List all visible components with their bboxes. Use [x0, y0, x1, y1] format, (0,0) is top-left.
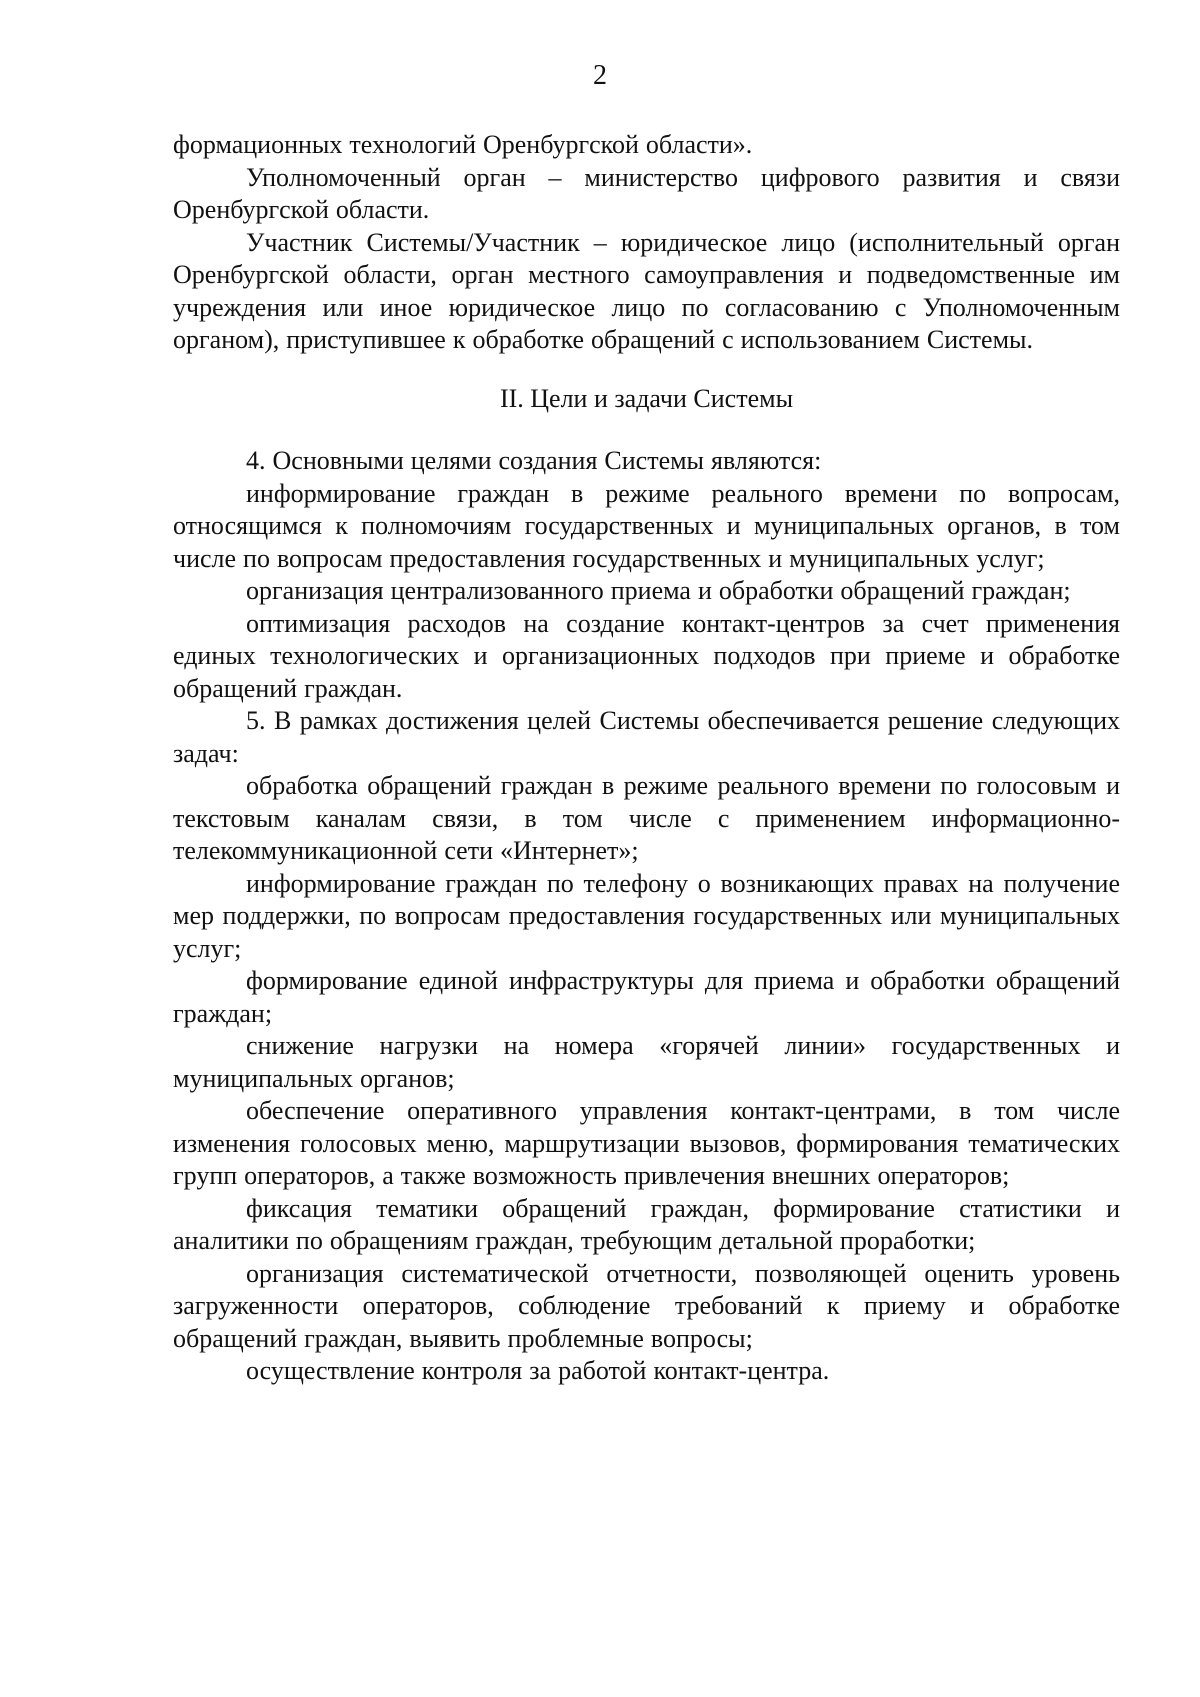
- section-heading: II. Цели и задачи Системы: [499, 383, 794, 413]
- paragraph-goal-centralized-intake: организация централизованного приема и обработки обращений граждан;: [246, 576, 1071, 605]
- paragraph-authorized-body: Уполномоченный орган – министерство цифрового развития и связи Оренбургской области.: [173, 162, 1120, 224]
- paragraph-task-hotline-load: снижение нагрузки на номера «горячей линии» государственных и муниципальных органов;: [173, 1031, 1120, 1093]
- paragraph-tasks-intro: 5. В рамках достижения целей Системы обеспечивается решение следующих задач:: [173, 706, 1120, 768]
- paragraph-task-reporting: организация систематической отчетности, позволяющей оценить уровень загруженности операторов, соблюдение требований к приему и обработке обращений граждан, выявить проблемные вопросы;: [173, 1258, 1120, 1353]
- page-number: 2: [593, 60, 607, 91]
- paragraph-goal-cost-optimization: оптимизация расходов на создание контакт-центров за счет применения единых технологических и организационных подходов при приеме и обработке обращений граждан.: [173, 608, 1120, 703]
- paragraph-task-infrastructure: формирование единой инфраструктуры для приема и обработки обращений граждан;: [173, 966, 1120, 1028]
- paragraph-task-statistics: фиксация тематики обращений граждан, формирование статистики и аналитики по обращениям граждан, требующим детальной проработки;: [173, 1193, 1120, 1255]
- paragraph-continuation: формационных технологий Оренбургской области».: [173, 130, 753, 159]
- paragraph-goals-intro: 4. Основными целями создания Системы являются:: [246, 446, 822, 475]
- paragraph-task-phone-informing: информирование граждан по телефону о возникающих правах на получение мер поддержки, по вопросам предоставления государственных или муниципальных услуг;: [173, 868, 1120, 963]
- paragraph-task-control: осуществление контроля за работой контакт-центра.: [246, 1356, 830, 1385]
- paragraph-goal-informing: информирование граждан в режиме реального времени по вопросам, относящимся к полномочиям государственных и муниципальных органов, в том числе по вопросам предоставления государственных и муниципальных услуг;: [173, 478, 1120, 573]
- paragraph-task-processing: обработка обращений граждан в режиме реального времени по голосовым и текстовым каналам связи, в том числе с применением информационно-телекоммуникационной сети «Интернет»;: [173, 771, 1120, 865]
- document-body: [173, 129, 1120, 1388]
- paragraph-task-operational-management: обеспечение оперативного управления контакт-центрами, в том числе изменения голосовых меню, маршрутизации вызовов, формирования тематических групп операторов, а также возможность привлечения внешних операторов;: [173, 1096, 1120, 1190]
- paragraph-system-participant: Участник Системы/Участник – юридическое лицо (исполнительный орган Оренбургской области, орган местного самоуправления и подведомственные им учреждения или иное юридическое лицо по согласованию с Уполномоченным органом), приступившее к обработке обращений с использованием Системы.: [173, 227, 1120, 354]
